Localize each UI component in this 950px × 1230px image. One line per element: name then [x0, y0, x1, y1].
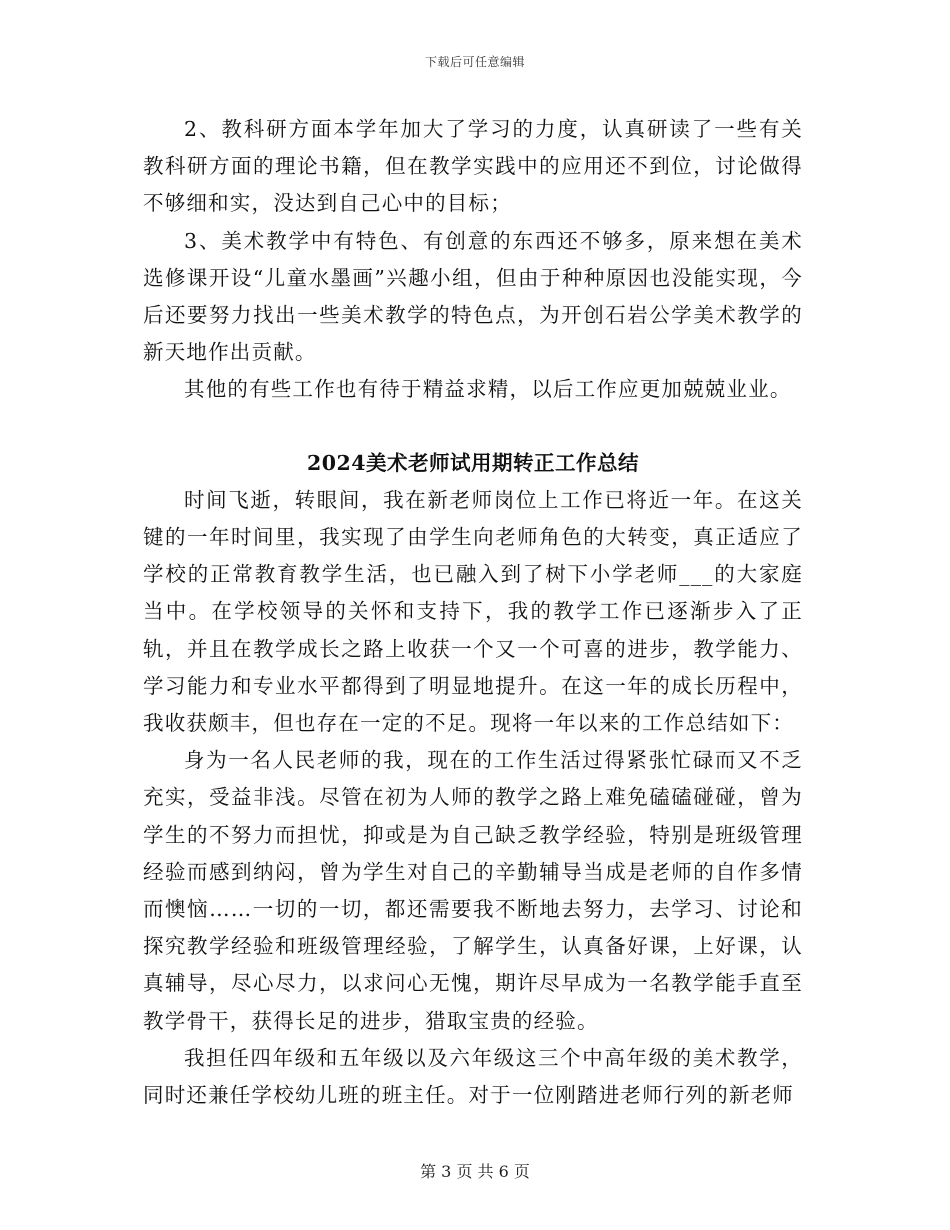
page-header-note: 下载后可任意编辑 — [424, 55, 525, 69]
page-number: 第 3 页 共 6 页 — [420, 1162, 530, 1181]
paragraph-item-3: 3、美术教学中有特色、有创意的东西还不够多，原来想在美术选修课开设“儿童水墨画”兴趣小组，但由于种种原因也没能实现，今后还要努力找出一些美术教学的特色点，为开创石岩公学美术教学的新天地作出贡献。 — [143, 228, 803, 365]
document-body — [143, 111, 803, 1114]
paragraph-reflection: 身为一名人民老师的我，现在的工作生活过得紧张忙碌而又不乏充实，受益非浅。尽管在初为人师的教学之路上难免磕磕碰碰，曾为学生的不努力而担忧，抑或是为自己缺乏教学经验，特别是班级管理经验而感到纳闷，曾为学生对自己的辛勤辅导当成是老师的自作多情而懊恼……一切的一切，都还需要我不断地去努力，去学习、讨论和探究教学经验和班级管理经验，了解学生，认真备好课，上好课，认真辅导，尽心尽力，以求问心无愧，期许尽早成为一名教学能手直至教学骨干，获得长足的进步，猎取宝贵的经验。 — [143, 748, 803, 1033]
paragraph-closing: 其他的有些工作也有待于精益求精，以后工作应更加兢兢业业。 — [184, 377, 792, 402]
paragraph-intro: 时间飞逝，转眼间，我在新老师岗位上工作已将近一年。在这关键的一年时间里，我实现了由学生向老师角色的大转变，真正适应了学校的正常教育教学生活，也已融入到了树下小学老师___的大家庭当中。在学校领导的关怀和支持下，我的教学工作已逐渐步入了正轨，并且在教学成长之路上收获一个又一个可喜的进步，教学能力、学习能力和专业水平都得到了明显地提升。在这一年的成长历程中，我收获颇丰，但也存在一定的不足。现将一年以来的工作总结如下： — [143, 487, 803, 736]
section-title: 2024美术老师试用期转正工作总结 — [306, 450, 640, 475]
paragraph-duties: 我担任四年级和五年级以及六年级这三个中高年级的美术教学，同时还兼任学校幼儿班的班主任。对于一位刚踏进老师行列的新老师 — [143, 1045, 803, 1108]
paragraph-item-2: 2、教科研方面本学年加大了学习的力度，认真研读了一些有关教科研方面的理论书籍，但在教学实践中的应用还不到位，讨论做得不够细和实，没达到自己心中的目标； — [143, 117, 803, 216]
